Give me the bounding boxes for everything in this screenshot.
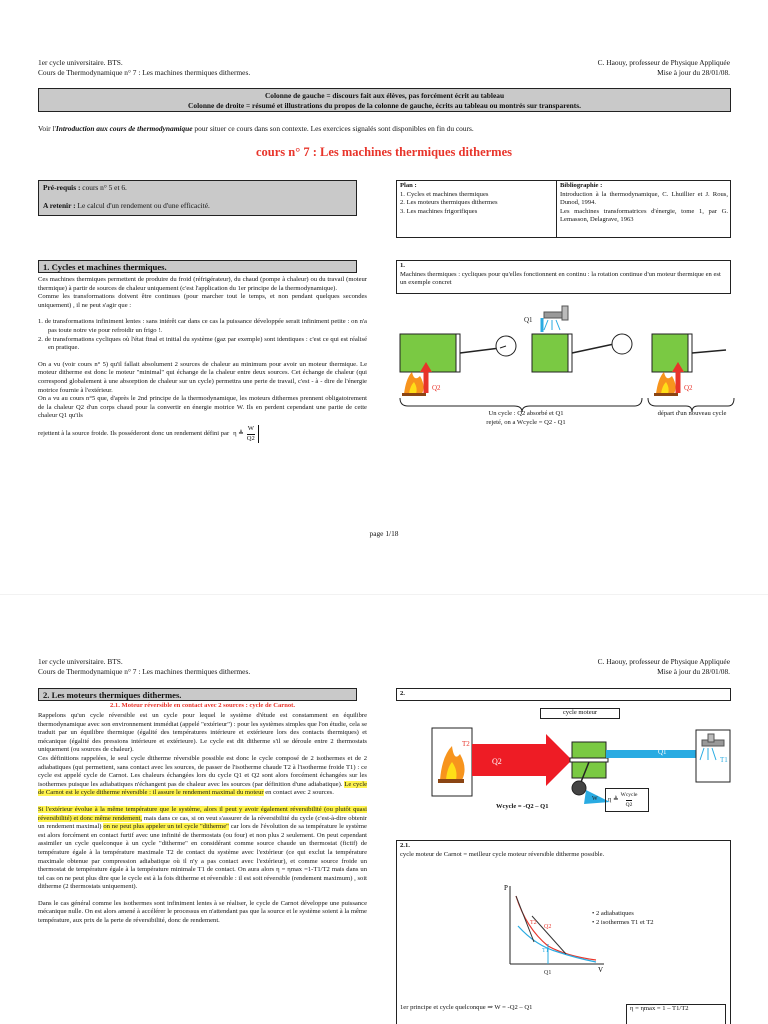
section1-body bbox=[38, 276, 367, 443]
paragraph-text: car lors de l'évolution de sa température le système est alors forcément en contact furtif avec une infinité de thermostats (ou four) et non plus 2 seulement. On peut cependant assimiler un cycle quelconque à un cycle "ditherme" en considérant comme source chaude un thermostat (fictif) de température égale à la température maximale T2 de contact du système avec l'extérieur (ce qui exclut la température maximale obtenue par compression adiabatique où il n'y a pas contact avec l'extérieur), et comme source froide un thermostat de température égale à la température minimale T1 de contact. On aura alors η = ηmax =1-T1/T2 mais dans un tel cas on ne peut plus dire que le cycle est à la fois ditherme et réversible : il est soit réversible (rendement maximum) , soit ditherme (2 thermostats uniquement). bbox=[38, 823, 367, 891]
prereq-label: Pré-requis : bbox=[43, 183, 81, 192]
cycle-illustration bbox=[396, 298, 736, 428]
bibliography bbox=[560, 182, 728, 225]
section1-paragraph: On a vu au cours n°5 que, d'après le 2nd principe de la thermodynamique, les moteurs dithermes prennent obligatoirement de la chaleur Q2 d'un corps chaud pour la convertir en énergie motrice W. Ils en perdent cependant une partie de cette chaleur Q1 qu'ils bbox=[38, 395, 367, 420]
q2-arrow-label: Q2 bbox=[492, 757, 502, 766]
header-left-p2 bbox=[38, 657, 378, 676]
summary-text: Machines thermiques : cycliques pour qu'elles fonctionnent en continu : la rotation continue d'un moteur thermique en est un exemple concret bbox=[400, 270, 721, 287]
efficiency-definition-box bbox=[605, 788, 649, 812]
section1-paragraph: Comme les transformations doivent être continues (pour marcher tout le temps, et non pendant quelques secondes uniquement) , il ne peut s'agir que : bbox=[38, 293, 367, 309]
plan bbox=[400, 182, 555, 216]
fraction-numerator: W bbox=[247, 424, 254, 432]
property-item: • 2 isothermes T1 et T2 bbox=[592, 918, 654, 926]
paragraph-text: en contact avec 2 sources. bbox=[263, 789, 334, 797]
p-axis-label: P bbox=[504, 884, 508, 892]
flame-icon bbox=[402, 372, 426, 396]
q1-label: Q1 bbox=[524, 316, 533, 324]
crank-wheel-2 bbox=[612, 334, 632, 354]
work-cycle-formula: Wcycle = -Q2 – Q1 bbox=[496, 803, 549, 810]
water-tap-icon bbox=[544, 306, 568, 330]
section2-paragraph bbox=[38, 806, 367, 892]
biblio-item: Introduction à la thermodynamique, C. Lhuillier et J. Rous, Dunod, 1994. bbox=[560, 190, 728, 207]
efficiency-fraction bbox=[621, 791, 638, 809]
gas-chamber-2 bbox=[532, 334, 568, 372]
section2-paragraph: Dans le cas général comme les isothermes sont infiniment lentes à se réaliser, le cycle de Carnot développe une puissance mécanique nulle. On est alors amené à accélérer le processus en n'attendant pas que la source et le système soient à la même température, aux prix de la perte de réversibilité, donc de rendement. bbox=[38, 899, 367, 925]
section2-title: 2. Les moteurs thermiques dithermes. bbox=[43, 690, 182, 700]
header-line-update: Mise à jour du 28/01/08. bbox=[657, 67, 730, 77]
section1-summary-box bbox=[396, 260, 731, 294]
header-line-author: C. Haouy, professeur de Physique Appliquée bbox=[597, 657, 730, 666]
summary-number: 2.1. bbox=[400, 842, 410, 849]
paragraph-text: Ces définitions rappelées, le seul cycle ditherme réversible possible est donc le cycle composé de 2 isothermes et de 2 adiabatiques (qui permettent, sans contact avec les sources, de passer de l'isotherme chaude T2 à l'isotherme froide T1) : ce cycle est appelé cycle de Carnot. Les chaleurs échangées lors du cycle Q1 et Q2 sont alors forcément échangées sur les isothermes puisque les adiabatiques n'échangent pas de chaleur avec les sources (par définition d'une adiabatique). bbox=[38, 754, 367, 788]
piston-3 bbox=[688, 334, 692, 372]
section1-title: 1. Cycles et machines thermiques. bbox=[43, 262, 167, 272]
cycle-caption-line: rejeté, on a Wcycle = Q2 - Q1 bbox=[486, 418, 566, 426]
highlight: Si l'extérieur évolue à la même température que le système, alors il peut y avoir également réversibilité (ou plutôt quasi réversibilité) et donc même rendement, bbox=[38, 805, 367, 822]
prerequisites-box bbox=[38, 180, 357, 216]
banner-line-right: Colonne de droite = résumé et illustrations du propos de la colonne de gauche, écrits au tableau ou montrés sur transparents. bbox=[188, 100, 581, 110]
biblio-item: Les machines transformatrices d'énergie, tome 1, par G. Lemasson, Delagrave, 1963 bbox=[560, 207, 728, 224]
intro-link[interactable]: Introduction aux cours de thermodynamique bbox=[55, 124, 193, 133]
plan-item: 2. Les moteurs thermiques dithermes bbox=[400, 199, 498, 207]
fraction-numerator: Wcycle bbox=[620, 791, 638, 798]
work-label: W bbox=[592, 796, 598, 802]
summary-number: 1. bbox=[400, 262, 405, 269]
subsection-21-title: 2.1. Moteur réversible en contact avec 2 sources : cycle de Carnot. bbox=[109, 702, 296, 709]
q2-label-3: Q2 bbox=[684, 384, 693, 392]
section1-paragraph: Ces machines thermiques permettent de produire du froid (réfrigérateur), du chaud (pompe à chaleur) ou du travail (moteur thermique) à partir de sources de chaleur uniquement (c'est l'application du 1er principe de la thermodynamique). bbox=[38, 276, 367, 292]
section2-heading bbox=[38, 688, 357, 701]
efficiency-symbol: η ≜ bbox=[233, 429, 244, 437]
t1-label: T1 bbox=[720, 756, 728, 764]
column-legend-banner bbox=[38, 88, 731, 112]
efficiency-symbol: η ≜ bbox=[608, 795, 619, 803]
header-line-level: 1er cycle universitaire. BTS. bbox=[38, 58, 123, 67]
header-right bbox=[420, 58, 730, 77]
header-line-course: Cours de Thermodynamique n° 7 : Les machines thermiques dithermes. bbox=[38, 67, 251, 77]
header-line-course: Cours de Thermodynamique n° 7 : Les machines thermiques dithermes. bbox=[38, 666, 251, 676]
diagram-t2: T2 bbox=[530, 920, 537, 926]
banner-line-left: Colonne de gauche = discours fait aux élèves, pas forcément écrit au tableau bbox=[264, 91, 505, 100]
t2-label: T2 bbox=[462, 740, 470, 748]
max-efficiency-box: η = ηmax = 1 – T1/T2 bbox=[626, 1004, 726, 1024]
prereq-text: cours n° 5 et 6. bbox=[80, 183, 127, 192]
gas-chamber-3 bbox=[652, 334, 688, 372]
piston bbox=[456, 334, 460, 372]
efficiency-fraction bbox=[247, 425, 259, 443]
fraction-denominator: Q2 bbox=[625, 801, 633, 808]
piston-2 bbox=[568, 334, 572, 372]
section2-summary-box: 2. bbox=[396, 688, 731, 701]
engine-piston bbox=[570, 758, 608, 762]
summary-text: cycle moteur de Carnot = meilleur cycle moteur réversible ditherme possible. bbox=[400, 850, 605, 858]
fraction-denominator: Q2 bbox=[246, 434, 255, 442]
plan-item: 1. Cycles et machines thermiques bbox=[400, 190, 489, 198]
q2-arrow bbox=[472, 734, 572, 786]
section1-paragraph: On a vu (voir cours n° 5) qu'il fallait absolument 2 sources de chaleur au minimum pour avoir un moteur thermique. Le moteur ditherme est donc le moteur "minimal" qui échange de la chaleur entre deux sources. Cet échange de chaleur (qui correspond globalement à une absorption de chaleur sur un cycle) permettra une perte de travail, c'est - à - dire de l'énergie motrice fournie à l'extérieur. bbox=[38, 360, 367, 394]
first-principle-line: 1er principe et cycle quelconque ⇒ W = -Q2 – Q1 bbox=[400, 1004, 533, 1011]
flame-icon bbox=[654, 372, 678, 396]
retain-label: A retenir : bbox=[43, 200, 76, 210]
intro-line bbox=[38, 124, 738, 134]
section1-list-item: 1. de transformations infiniment lentes : sans intérêt car dans ce cas la puissance développée serait infiniment petite : on n'a pas toute notre vie pour refroidir un frigo !. bbox=[38, 318, 367, 334]
intro-text-end: pour situer ce cours dans son contexte. Les exercices signalés sont disponibles en fin du cours. bbox=[192, 124, 474, 133]
connecting-rod bbox=[460, 348, 500, 353]
section2-paragraph bbox=[38, 755, 367, 798]
section2-body bbox=[38, 712, 367, 926]
engine-diagram bbox=[396, 720, 736, 812]
diagram-q2: Q2 bbox=[544, 924, 552, 930]
header-line-author: C. Haouy, professeur de Physique Appliquée bbox=[597, 58, 730, 67]
plan-divider bbox=[556, 181, 557, 237]
cycle-moteur-label: cycle moteur bbox=[540, 708, 620, 719]
plan-item: 3. Les machines frigorifiques bbox=[400, 207, 478, 215]
plan-biblio-box bbox=[396, 180, 731, 238]
cycle-caption-line: Un cycle : Q2 absorbé et Q1 bbox=[488, 410, 564, 417]
new-cycle-caption: départ d'un nouveau cycle bbox=[657, 410, 727, 417]
property-item: • 2 adiabatiques bbox=[592, 910, 634, 917]
diagram-q1: Q1 bbox=[544, 970, 552, 976]
carnot-pv-diagram bbox=[496, 880, 616, 976]
page-number: page 1/18 bbox=[369, 529, 399, 538]
intro-text: Voir l' bbox=[38, 124, 56, 133]
header-line-update: Mise à jour du 28/01/08. bbox=[657, 666, 730, 676]
plan-title: Plan : bbox=[400, 182, 417, 189]
page-break bbox=[0, 594, 768, 595]
biblio-title: Bibliographie : bbox=[560, 182, 603, 189]
efficiency-sentence: rejettent à la source froide. Ils posséderont donc un rendement défini par bbox=[38, 429, 230, 437]
cycle-caption bbox=[446, 410, 606, 427]
header-line-level: 1er cycle universitaire. BTS. bbox=[38, 657, 123, 666]
property-text: 2 isothermes T1 et T2 bbox=[595, 918, 654, 926]
paragraph-text: mais dans ce cas, si on veut s'assurer de la réversibilité du cycle (c'est-à-dire obtenir un rendement maximal) bbox=[38, 814, 367, 831]
engine-crank bbox=[572, 781, 586, 795]
header-left bbox=[38, 58, 378, 77]
highlight: on ne peut plus appeler un tel cycle "ditherme" bbox=[103, 823, 229, 831]
retain-text: Le calcul d'un rendement ou d'une efficacité. bbox=[75, 200, 210, 210]
section1-list-item: 2. de transformations cycliques où l'état final et initial du système (gaz par exemple) sont identiques : c'est ce qui est réalisé en pratique. bbox=[38, 335, 367, 352]
q1-arrow-label: Q1 bbox=[658, 748, 667, 756]
highlight: Le cycle de Carnot est le cycle ditherme réversible : il assure le rendement maximal du moteur bbox=[38, 780, 368, 797]
section2-paragraph: Rappelons qu'un cycle réversible est un cycle pour lequel le système d'étude est constamment en équilibre thermodynamique avec son environnement immédiat (appelé "extérieur") : pour les systèmes simples que l'on étudie, cela se traduit par un équilibre thermique (égalité des températures intérieure et extérieure lors des contacts thermiques) et mécanique (égalité des pressions intérieure et extérieure). Le cycle est dit ditherme s'il se déroule entre 2 thermostats uniquement (ou sources de chaleur). bbox=[38, 712, 367, 754]
course-title: cours n° 7 : Les machines thermiques dithermes bbox=[255, 145, 513, 159]
carnot-properties bbox=[592, 910, 712, 927]
adiabatic-1 bbox=[516, 896, 534, 942]
connecting-rod-2 bbox=[572, 344, 614, 353]
property-text: 2 adiabatiques bbox=[595, 910, 634, 917]
connecting-rod-3 bbox=[692, 350, 726, 353]
diagram-t1: T1 bbox=[542, 948, 549, 954]
v-axis-label: V bbox=[598, 966, 604, 974]
header-right-p2 bbox=[420, 657, 730, 676]
section1-heading bbox=[38, 260, 357, 273]
q2-label: Q2 bbox=[432, 384, 441, 392]
